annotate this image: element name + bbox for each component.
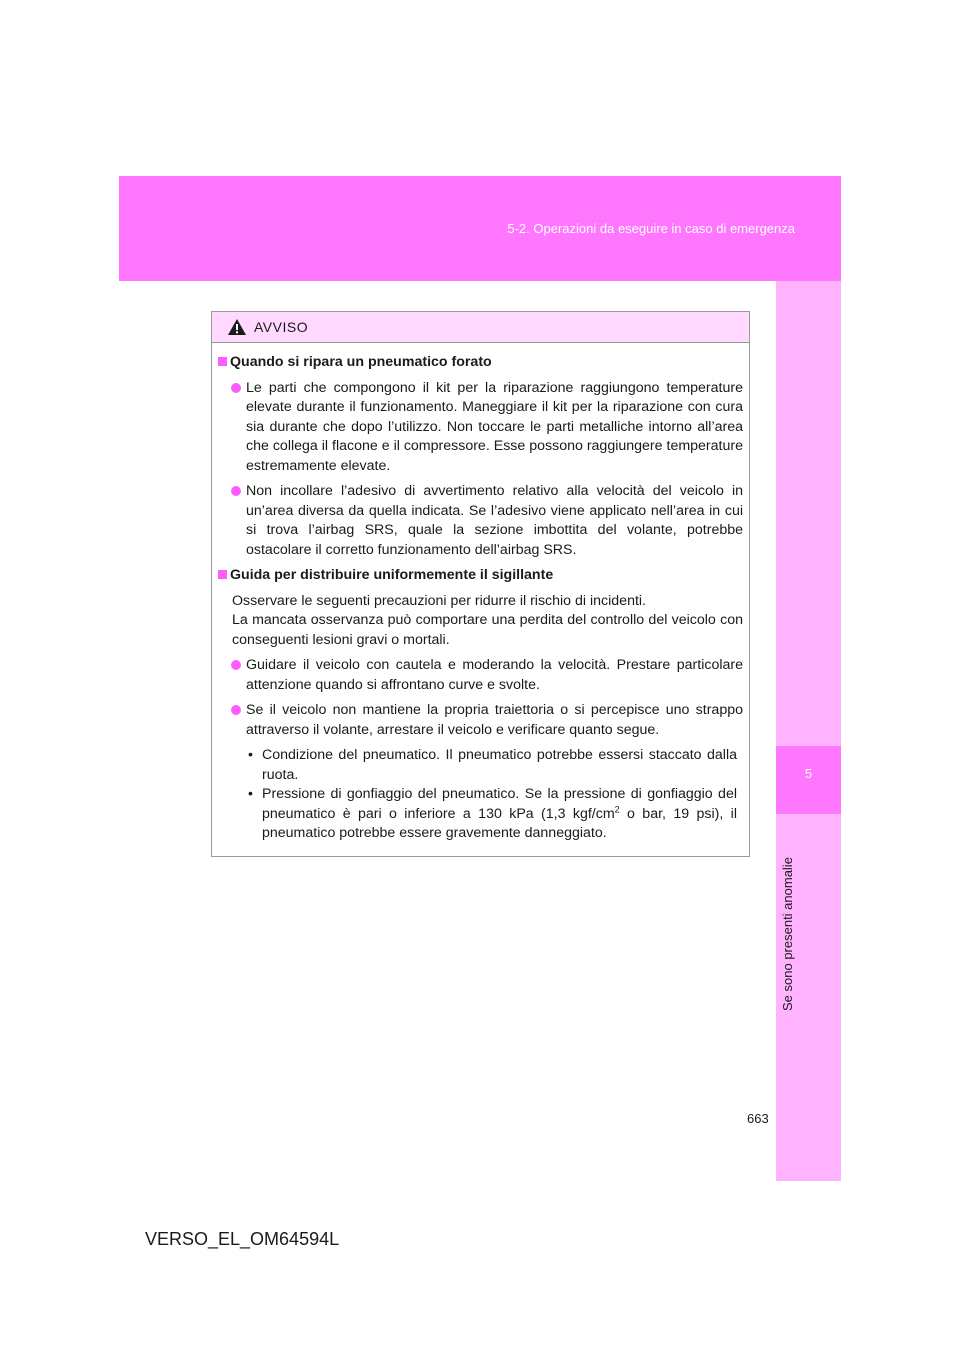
section-title: 5-2. Operazioni da eseguire in caso di emergenza <box>507 221 795 236</box>
paragraph-block <box>218 592 743 651</box>
sub-bullet-marker: • <box>248 786 253 802</box>
square-bullet-icon <box>218 570 227 579</box>
round-bullet-icon <box>231 383 241 393</box>
sub-list-item: • Pressione di gonfiaggio del pneumatico. Se la pressione di gonfiaggio del pneumatico è pari o inferiore a 130 kPa (1,3 kgf/$cm^2$ o bar, 19 psi), il pneumatico potrebbe essere gravemente danneggiato. <box>248 786 737 841</box>
section-heading: Quando si ripara un pneumatico forato <box>218 353 743 373</box>
sub-bullet-marker: • <box>248 747 253 763</box>
bullet-item: Le parti che compongono il kit per la riparazione raggiungono temperature elevate durante il funzionamento. Maneggiare il kit per la riparazione con cura sia durante che dopo l’utilizzo. Non toccare le parti metalliche intorno all’area che collega il flacone e il compressore. Esse possono raggiungere temperature estremamente elevate. <box>218 379 743 477</box>
bullet-item: Se il veicolo non mantiene la propria traiettoria o si percepisce uno strappo attraverso il volante, arrestare il veicolo e verificare quanto segue. <box>218 701 743 740</box>
chapter-number-box <box>776 746 841 814</box>
bullet-item: Guidare il veicolo con cautela e moderando la velocità. Prestare particolare attenzione quando si affrontano curve e svolte. <box>218 656 743 695</box>
paragraph: Osservare le seguenti precauzioni per ridurre il rischio di incidenti. <box>232 592 646 609</box>
paragraph: La mancata osservanza può comportare una perdita del controllo del veicolo con conseguenti lesioni gravi o mortali. <box>232 612 743 648</box>
chapter-number: 5 <box>804 766 813 781</box>
warning-triangle-icon <box>228 319 246 335</box>
sub-list <box>218 746 743 844</box>
page-number: 663 <box>747 1111 769 1126</box>
chapter-side-tab <box>776 281 841 1181</box>
section-heading: Guida per distribuire uniformemente il sigillante <box>218 566 743 586</box>
bullet-item: Non incollare l’adesivo di avvertimento relativo alla velocità del veicolo in un’area diversa da quella indicata. Se l’adesivo viene applicato nell’area in cui si trova l’airbag SRS, quale la sezione imbottita del volante, potrebbe ostacolare il corretto funzionamento dell’airbag SRS. <box>218 482 743 560</box>
chapter-title: Se sono presenti anomalie <box>780 857 795 1011</box>
warning-title: AVVISO <box>254 319 309 335</box>
round-bullet-icon <box>231 705 241 715</box>
warning-header <box>212 312 749 343</box>
warning-box <box>211 311 750 857</box>
document-code: VERSO_EL_OM64594L <box>145 1229 340 1249</box>
header-band <box>119 176 841 281</box>
round-bullet-icon <box>231 486 241 496</box>
warning-body <box>212 343 749 844</box>
round-bullet-icon <box>231 660 241 670</box>
sub-list-item: • Condizione del pneumatico. Il pneumatico potrebbe essersi staccato dalla ruota. <box>248 747 737 783</box>
square-bullet-icon <box>218 357 227 366</box>
superscript: 2 <box>614 803 620 814</box>
